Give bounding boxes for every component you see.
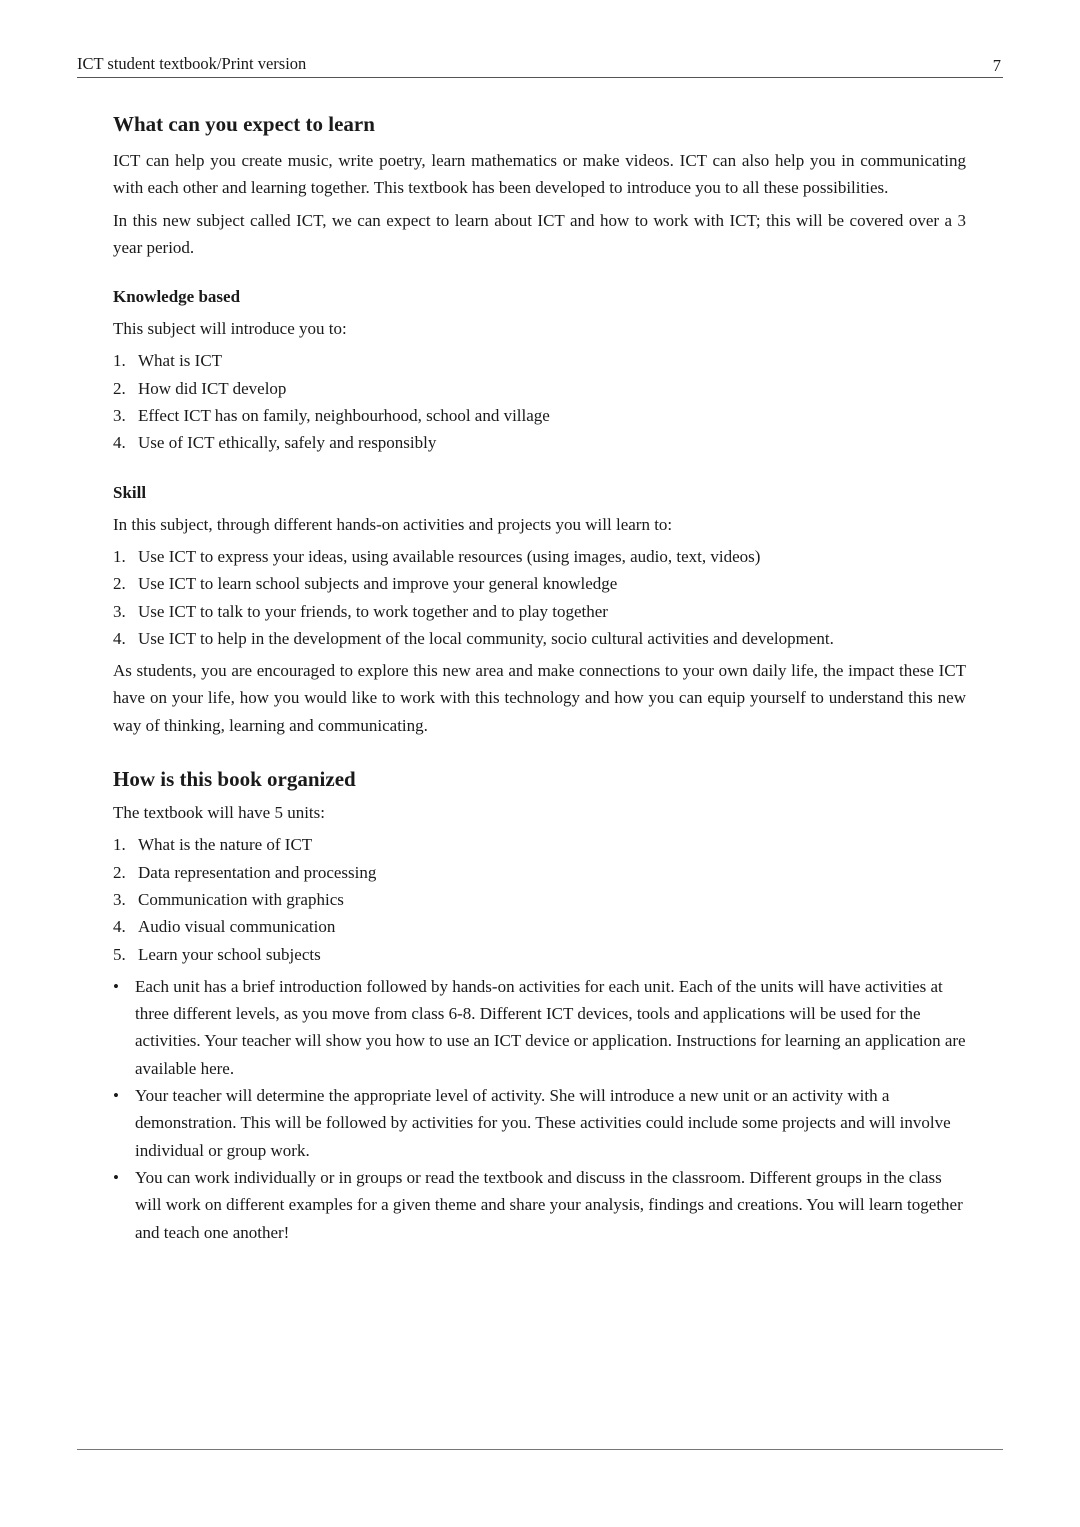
subheading-skill: Skill xyxy=(113,482,147,502)
list-item: 2. How did ICT develop xyxy=(113,378,287,398)
knowledge-intro: This subject will introduce you to: xyxy=(113,319,347,339)
paragraph-three-year: In this new subject called ICT, we can expect to learn about ICT and how to work with ICT; this will be covered over a 3 year period. xyxy=(113,210,966,257)
list-item: 2. Use ICT to learn school subjects and improve your general knowledge xyxy=(113,574,618,594)
knowledge-list xyxy=(113,347,966,456)
list-item: • Your teacher will determine the appropriate level of activity. She will introduce a new unit or an activity with a demonstration. This will be followed by activities for you. These activities could include some projects and will involve individual or group work. xyxy=(113,1086,951,1160)
list-item: 3. Use ICT to talk to your friends, to work together and to play together xyxy=(113,601,608,621)
section-heading-book-organized: How is this book organized xyxy=(113,767,356,792)
list-item: 3. Communication with graphics xyxy=(113,889,344,909)
list-item: 4. Audio visual communication xyxy=(113,917,336,937)
paragraph-students-encouraged: As students, you are encouraged to explore this new area and make connections to your own daily life, the impact these ICT have on your life, how you would like to work with this technology and how you can equip yourself to understand this new way of thinking, learning and communicating. xyxy=(113,661,966,735)
skill-intro: In this subject, through different hands-on activities and projects you will learn to: xyxy=(113,514,673,534)
list-item: 1. What is ICT xyxy=(113,351,223,371)
paragraph-intro: ICT can help you create music, write poetry, learn mathematics or make videos. ICT can also help you in communicating with each other and learning together. This textbook has been developed to introduce you to all these possibilities. xyxy=(113,151,966,198)
page-content xyxy=(113,110,966,1246)
subheading-knowledge-based: Knowledge based xyxy=(113,287,241,307)
units-intro: The textbook will have 5 units: xyxy=(113,803,325,823)
units-list xyxy=(113,831,966,967)
list-item: 1. Use ICT to express your ideas, using available resources (using images, audio, text, videos) xyxy=(113,546,761,566)
organization-bullets xyxy=(113,973,966,1246)
section-heading-expect-to-learn: What can you expect to learn xyxy=(113,112,375,136)
running-header-title: ICT student textbook/Print version xyxy=(77,54,307,73)
list-item: 1. What is the nature of ICT xyxy=(113,835,313,855)
footer-rule xyxy=(77,1449,1003,1450)
running-header xyxy=(77,53,1003,78)
list-item: • You can work individually or in groups or read the textbook and discuss in the classroom. Different groups in the class will work on different examples for a given theme and share your analysis, findings and creations. You will learn together and teach one another! xyxy=(113,1167,963,1242)
list-item: 2. Data representation and processing xyxy=(113,862,377,882)
skill-list xyxy=(113,543,966,652)
list-item: • Each unit has a brief introduction followed by hands-on activities for each unit. Each of the units will have activities at three different levels, as you move from class 6-8. Different ICT devices, tools and applications will be used for the activities. Your teacher will show you how to use an ICT device or application. Instructions for learning an application are available here. xyxy=(113,976,966,1078)
list-item: 3. Effect ICT has on family, neighbourhood, school and village xyxy=(113,406,550,426)
page-number: 7 xyxy=(992,56,1001,75)
list-item: 4. Use ICT to help in the development of the local community, socio cultural activities and development. xyxy=(113,628,834,648)
list-item: 4. Use of ICT ethically, safely and responsibly xyxy=(113,433,437,453)
list-item: 5. Learn your school subjects xyxy=(113,944,321,964)
